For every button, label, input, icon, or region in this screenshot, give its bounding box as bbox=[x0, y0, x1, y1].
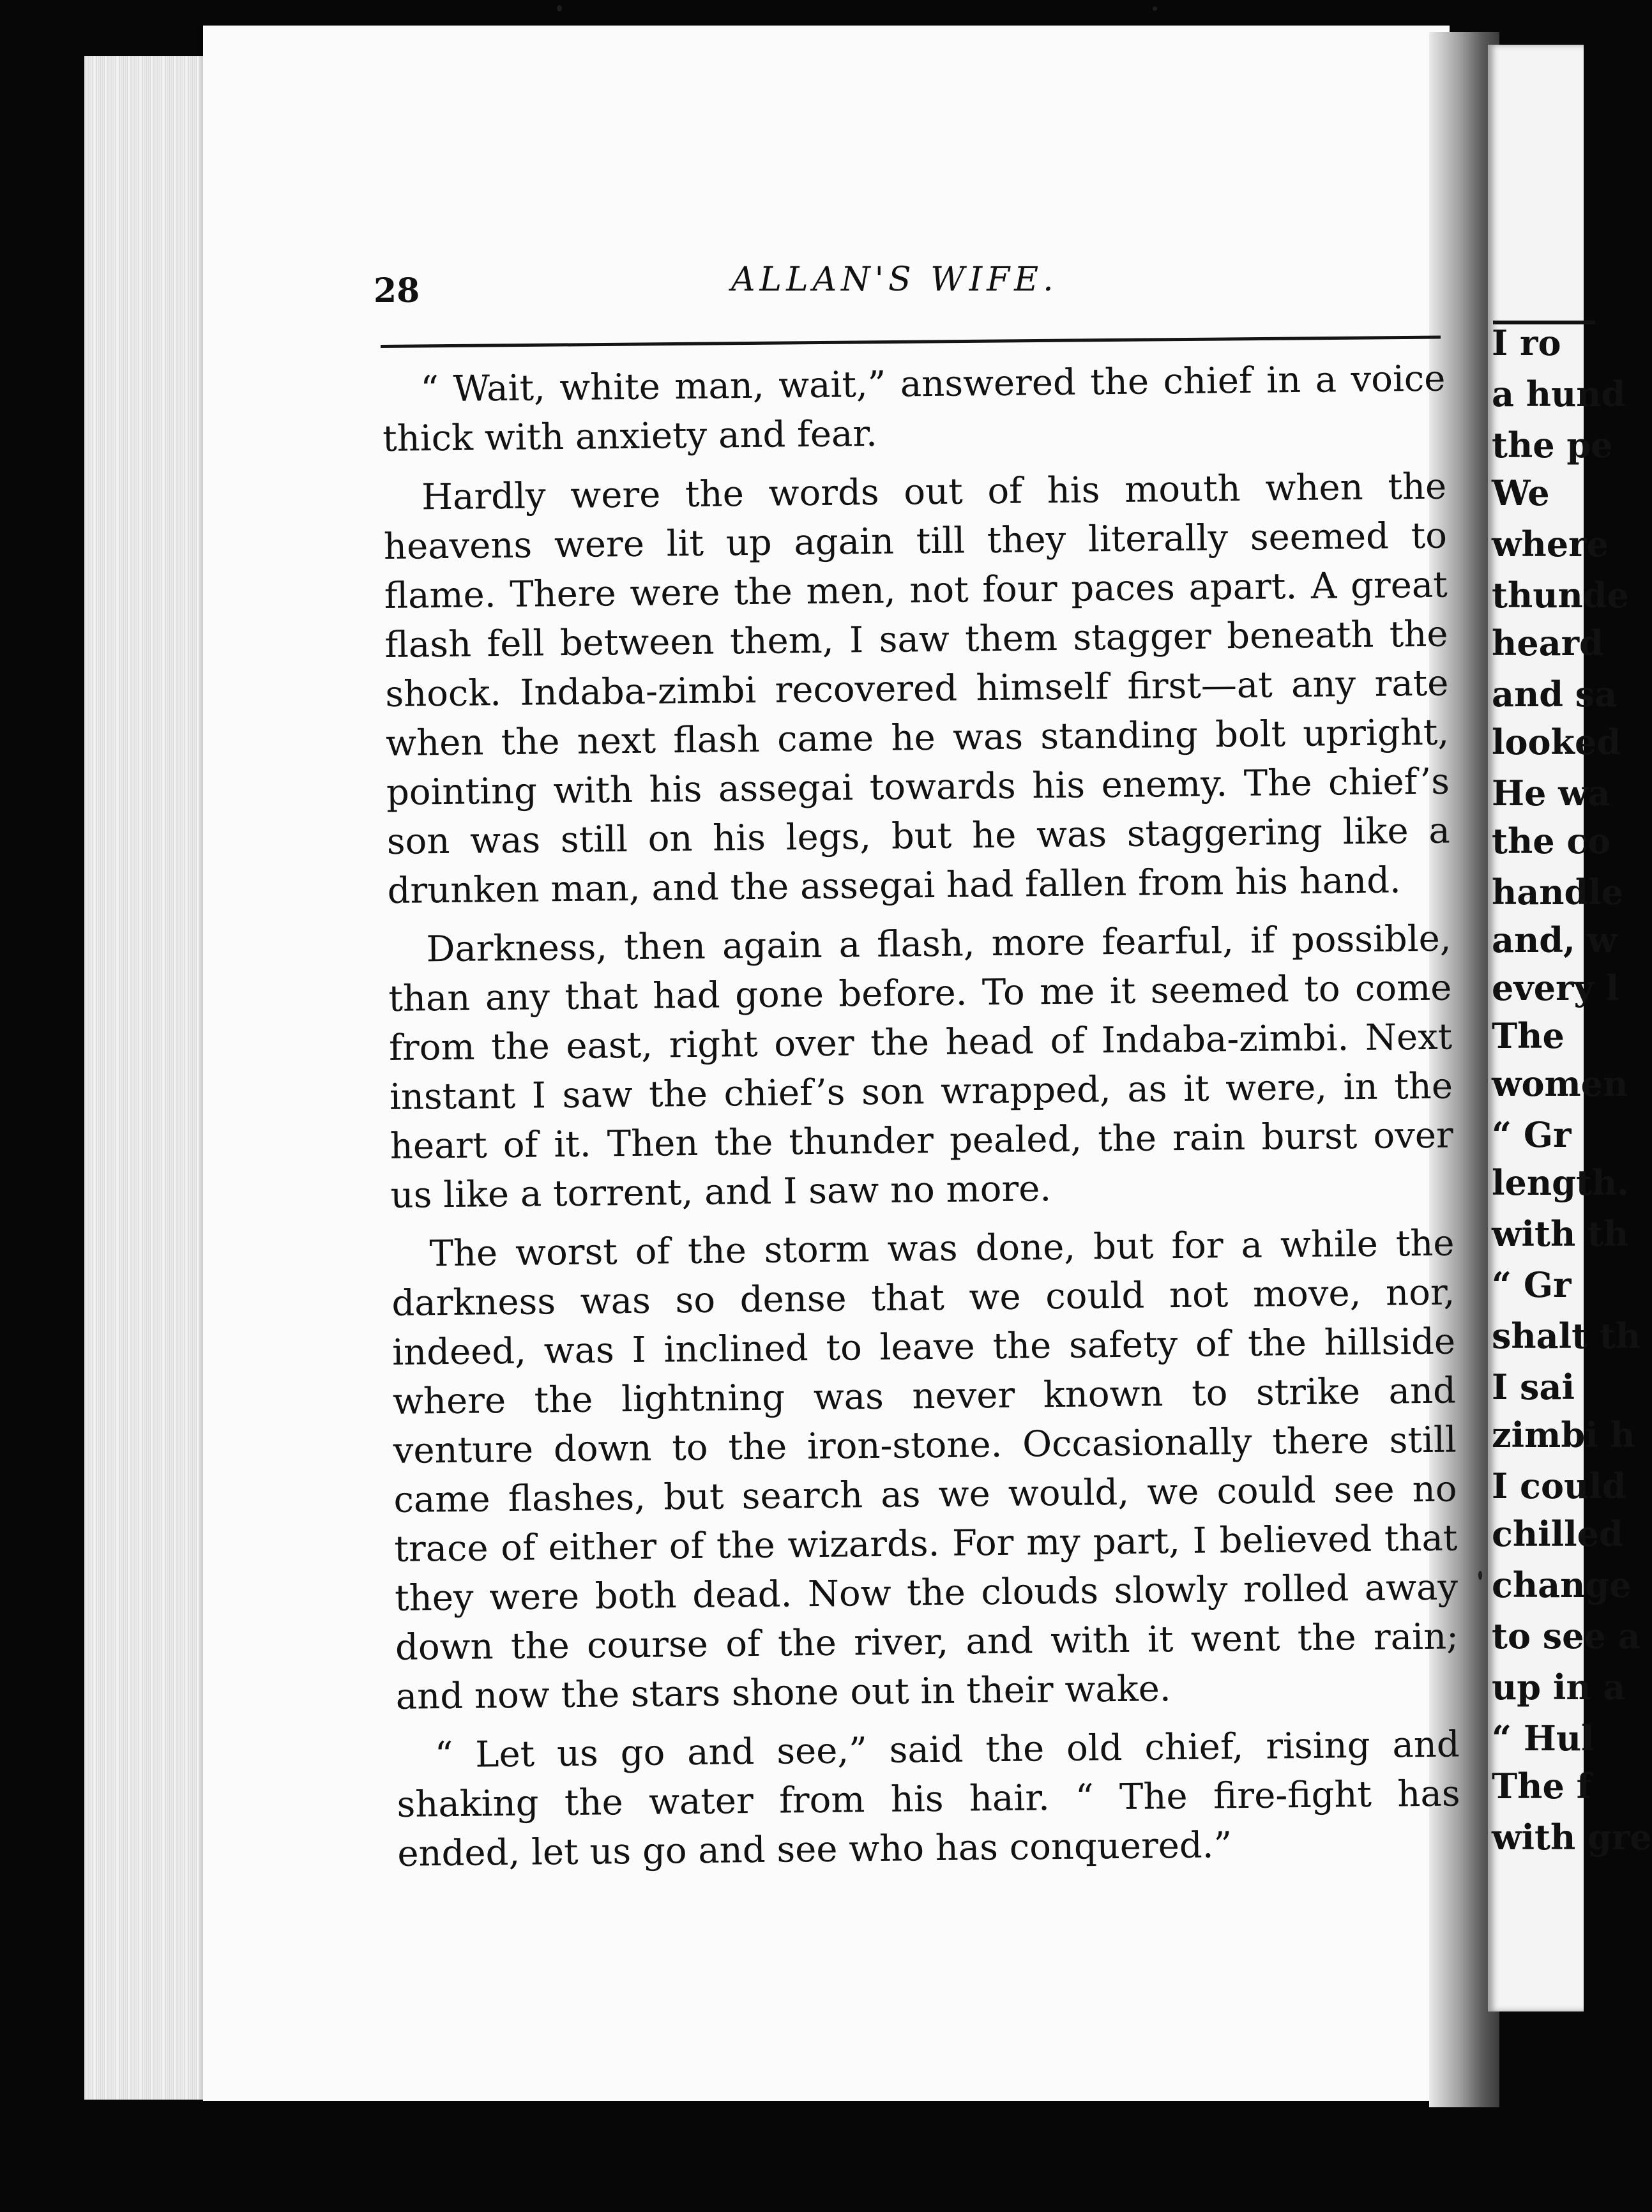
paragraph: The worst of the storm was done, but for a while the darkness was so dense that we could not move, nor, indeed, was I inclined to leave the safety of the hillside where the lightning was never known to strike and venture down to the iron-stone. Occasionally there still came flashes, but search as we would, we could see no trace of either of the wizards. For my part, I believed that they were both dead. Now the clouds slowly rolled away down the course of the river, and with it went the rain; and now the stars shone out in their wake. bbox=[391, 1222, 1459, 1718]
facing-page-line: We bbox=[1492, 473, 1550, 513]
facing-page-line: length. bbox=[1492, 1162, 1629, 1203]
facing-page-line: I ro bbox=[1492, 322, 1561, 363]
facing-page bbox=[1488, 45, 1652, 2011]
facing-page-line: heard bbox=[1492, 623, 1603, 663]
facing-page-line: every l bbox=[1492, 967, 1619, 1008]
facing-page-line: a hund bbox=[1492, 374, 1626, 414]
facing-page-line: where bbox=[1492, 524, 1609, 564]
facing-page-line: the co bbox=[1492, 821, 1611, 861]
facing-page-line: zimbi h bbox=[1492, 1414, 1635, 1455]
facing-page-line: I sai bbox=[1492, 1367, 1575, 1407]
facing-page-line: “ Gr bbox=[1492, 1264, 1572, 1305]
facing-page-line: with gre bbox=[1492, 1817, 1652, 1858]
paragraph: Hardly were the words out of his mouth when the heavens were lit up again till they literally seemed to flame. There were the men, not four paces apart. A great flash fell between them, I saw them stagger beneath the shock. Indaba-zimbi recovered himself first—at any rate when the next flash came he was standing bolt upright, pointing with his assegai towards his enemy. The chief’s son was still on his legs, but he was staggering like a drunken man, and the assegai had fallen from his hand. bbox=[383, 466, 1451, 912]
scan-speck bbox=[1478, 1571, 1482, 1580]
facing-page-line: and sa bbox=[1492, 674, 1618, 715]
facing-page-line: change bbox=[1492, 1564, 1632, 1605]
facing-page-line: thunde bbox=[1492, 575, 1629, 616]
facing-page-line: He wa bbox=[1492, 773, 1610, 814]
facing-page-line: women bbox=[1492, 1063, 1628, 1104]
facing-page-line: and, w bbox=[1492, 920, 1618, 960]
body-text bbox=[382, 354, 1462, 1987]
facing-page-line: looked bbox=[1492, 722, 1621, 762]
page-number: 28 bbox=[374, 271, 420, 310]
facing-page-line: the pe bbox=[1492, 425, 1613, 466]
facing-page-line: “ Gr bbox=[1492, 1114, 1572, 1155]
running-head: ALLAN'S WIFE. bbox=[731, 261, 1058, 299]
facing-page-line: The f bbox=[1492, 1766, 1591, 1807]
facing-page-line: “ Hul bbox=[1492, 1718, 1595, 1759]
facing-page-line: with th bbox=[1492, 1213, 1629, 1254]
facing-page-line: The bbox=[1492, 1015, 1565, 1056]
paragraph: Darkness, then again a flash, more fearful, if possible, than any that had gone before. To me it seemed to come from the east, right over the head of Indaba-zimbi. Next instant I saw the chief’s son wrapped, as it were, in the heart of it. Then the thunder pealed, the rain burst over us like a torrent, and I saw no more. bbox=[388, 918, 1454, 1216]
facing-page-line: I could bbox=[1492, 1466, 1626, 1506]
facing-page-line: to see a bbox=[1492, 1616, 1641, 1656]
facing-page-line: chilled bbox=[1492, 1513, 1623, 1554]
facing-page-line: handle bbox=[1492, 872, 1624, 913]
paragraph: “ Let us go and see,” said the old chief, rising and shaking the water from his hair. “ The fire-fight has ended, let us go and see who has conquered.” bbox=[397, 1723, 1460, 1875]
facing-page-line: shalt th bbox=[1492, 1315, 1641, 1356]
scan-speck bbox=[557, 5, 562, 11]
facing-page-line: up in a bbox=[1492, 1667, 1626, 1708]
paragraph: “ Wait, white man, wait,” answered the chief in a voice thick with anxiety and fear. bbox=[382, 358, 1446, 460]
scan-speck bbox=[1153, 6, 1157, 11]
